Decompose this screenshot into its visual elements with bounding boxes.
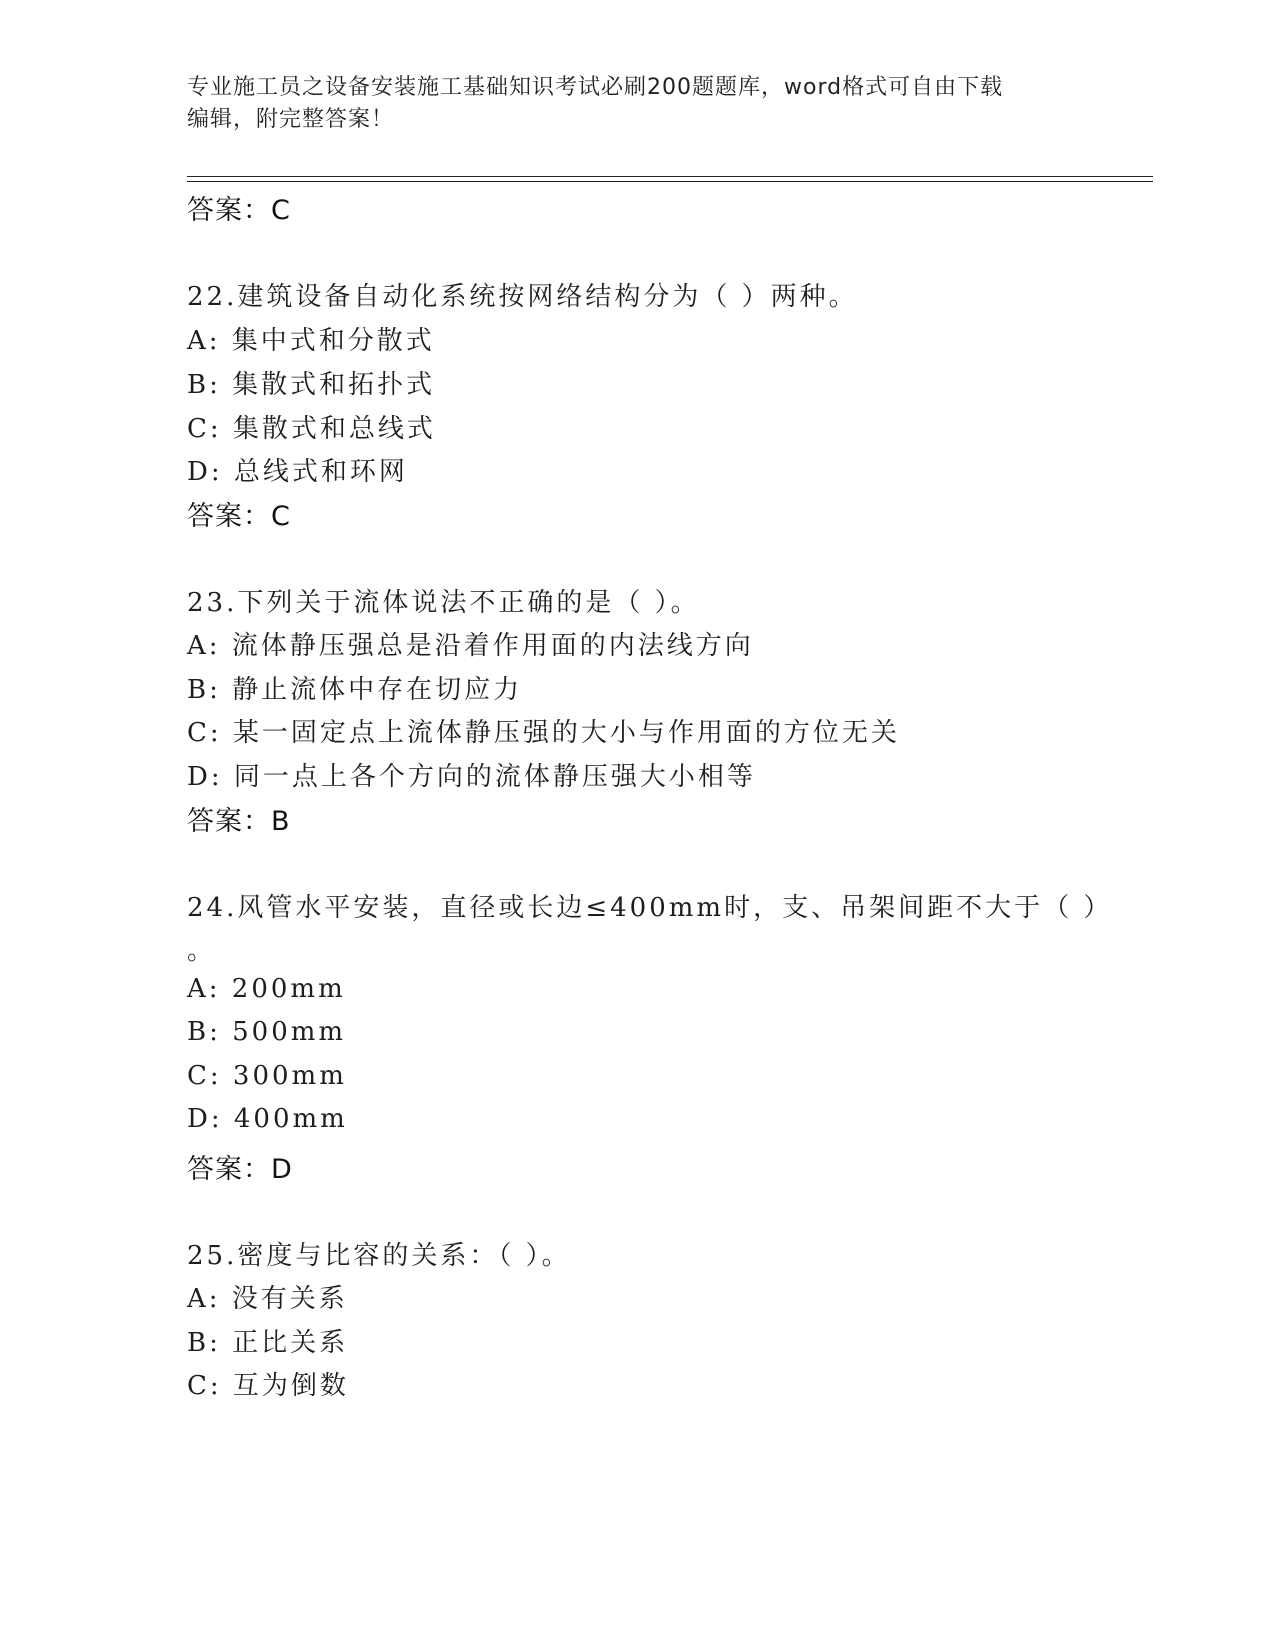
question-22-option-a: A: 集中式和分散式 bbox=[187, 326, 435, 356]
header-line-2: 编辑，附完整答案！ bbox=[187, 107, 395, 132]
header-divider-top bbox=[187, 176, 1153, 177]
question-23-option-c: C: 某一固定点上流体静压强的大小与作用面的方位无关 bbox=[187, 718, 900, 748]
question-23-option-a: A: 流体静压强总是沿着作用面的内法线方向 bbox=[187, 631, 754, 661]
question-24-option-d: D: 400mm bbox=[187, 1104, 348, 1134]
question-25-option-b: B: 正比关系 bbox=[187, 1328, 349, 1358]
document-header bbox=[187, 72, 1087, 136]
question-25-stem: 25.密度与比容的关系：（ ）。 bbox=[187, 1241, 571, 1271]
question-22-option-d: D: 总线式和环网 bbox=[187, 457, 408, 487]
question-23-stem: 23.下列关于流体说法不正确的是（ ）。 bbox=[187, 588, 700, 618]
question-24-option-a: A: 200mm bbox=[187, 974, 346, 1004]
question-24-option-c: C: 300mm bbox=[187, 1061, 347, 1091]
previous-answer: 答案：C bbox=[187, 195, 291, 226]
header-divider-bottom bbox=[187, 181, 1153, 182]
header-line-1: 专业施工员之设备安装施工基础知识考试必刷200题题库，word格式可自由下载 bbox=[187, 75, 1004, 100]
question-23-option-d: D: 同一点上各个方向的流体静压强大小相等 bbox=[187, 762, 756, 792]
question-25-option-c: C: 互为倒数 bbox=[187, 1371, 349, 1401]
question-22-option-b: B: 集散式和拓扑式 bbox=[187, 370, 436, 400]
question-22-stem: 22.建筑设备自动化系统按网络结构分为（ ）两种。 bbox=[187, 282, 858, 312]
question-23-option-b: B: 静止流体中存在切应力 bbox=[187, 675, 523, 705]
question-22-option-c: C: 集散式和总线式 bbox=[187, 414, 436, 444]
question-24-stem: 24.风管水平安装，直径或长边≤400mm时，支、吊架间距不大于（ ） bbox=[187, 893, 1113, 923]
question-24-stem-continued: 。 bbox=[187, 936, 217, 966]
question-24-option-b: B: 500mm bbox=[187, 1017, 347, 1047]
question-25-option-a: A: 没有关系 bbox=[187, 1284, 348, 1314]
question-22-answer: 答案：C bbox=[187, 501, 291, 532]
question-23-answer: 答案：B bbox=[187, 806, 291, 837]
question-24-answer: 答案：D bbox=[187, 1154, 293, 1185]
